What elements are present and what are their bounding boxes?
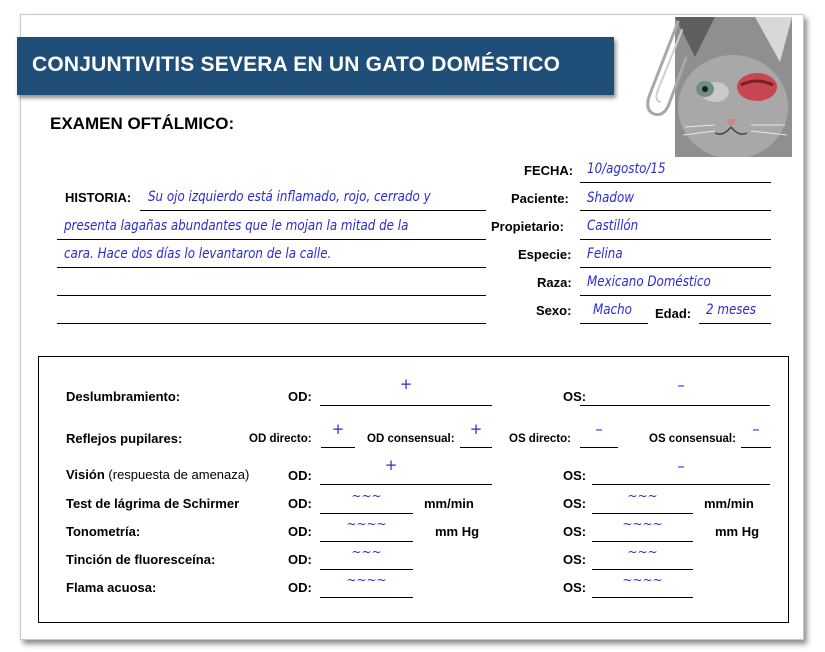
flama-od-label: OD: (288, 580, 312, 595)
reflejos-label: Reflejos pupilares: (66, 431, 183, 446)
raza-label: Raza: (537, 275, 572, 290)
schirmer-label: Test de lágrima de Schirmer (66, 496, 240, 511)
fluoresceina-od-label: OD: (288, 552, 312, 567)
flama-od-value: ~~~~ (346, 573, 387, 587)
os-consensual-underline (741, 447, 771, 448)
vision-os-label: OS: (563, 468, 587, 483)
fluoresceina-os-label: OS: (563, 552, 587, 567)
vision-label-row (66, 467, 249, 482)
cat-photo (675, 17, 792, 157)
fluoresceina-od-underline (320, 569, 413, 570)
fluoresceina-os-value: ~~~ (627, 545, 658, 559)
history-line-3: cara. Hace dos días lo levantaron de la calle. (64, 246, 332, 262)
history-label: HISTORIA: (65, 190, 132, 205)
flama-os-underline (592, 597, 693, 598)
flama-os-label: OS: (563, 580, 587, 595)
sexo-value: Macho (593, 302, 632, 318)
schirmer-od-value: ~~~ (351, 489, 382, 503)
tonometria-os-underline (592, 541, 693, 542)
schirmer-os-label: OS: (563, 496, 587, 511)
fluoresceina-od-value: ~~~ (351, 545, 382, 559)
fluoresceina-label: Tinción de fluoresceína: (66, 552, 216, 567)
deslumbramiento-label: Deslumbramiento: (66, 389, 181, 404)
os-directo-label: OS directo: (509, 433, 571, 445)
tonometria-od-label: OD: (288, 524, 312, 539)
od-consensual-underline (460, 447, 492, 448)
schirmer-os-value: ~~~ (627, 489, 658, 503)
deslumbramiento-os-underline (580, 405, 770, 406)
os-consensual-value: – (752, 420, 760, 438)
history-line-1: Su ojo izquierdo está inflamado, rojo, cerrado y (148, 189, 431, 205)
vision-od-label: OD: (288, 468, 312, 483)
history-underline-1 (140, 210, 486, 211)
raza-value: Mexicano Doméstico (587, 274, 711, 290)
fluoresceina-os-underline (592, 569, 693, 570)
deslumbramiento-od-underline (320, 405, 492, 406)
history-underline-3 (57, 267, 486, 268)
tonometria-label: Tonometría: (66, 524, 141, 539)
fecha-value: 10/agosto/15 (587, 161, 666, 177)
od-directo-label: OD directo: (249, 433, 312, 445)
paperclip-icon (638, 18, 688, 118)
schirmer-os-unit: mm/min (704, 496, 754, 511)
sexo-label: Sexo: (536, 303, 572, 318)
title-banner (17, 37, 614, 95)
especie-value: Felina (587, 246, 623, 262)
history-underline-2 (57, 239, 486, 240)
fecha-underline (580, 182, 771, 183)
propietario-underline (580, 239, 771, 240)
tonometria-od-value: ~~~~ (346, 517, 387, 531)
paciente-underline (580, 210, 771, 211)
page-title: CONJUNTIVITIS SEVERA EN UN GATO DOMÉSTICO (32, 53, 561, 76)
vision-os-underline (592, 484, 770, 485)
deslumbramiento-os-label: OS: (563, 389, 587, 404)
edad-underline (699, 323, 771, 324)
fecha-label: FECHA: (524, 163, 574, 178)
edad-label: Edad: (655, 306, 692, 321)
schirmer-os-underline (592, 513, 693, 514)
deslumbramiento-od-label: OD: (288, 389, 312, 404)
od-consensual-label: OD consensual: (367, 433, 455, 445)
deslumbramiento-od-value: + (399, 375, 413, 393)
tonometria-od-underline (320, 541, 413, 542)
especie-label: Especie: (518, 247, 572, 262)
exam-title: EXAMEN OFTÁLMICO: (50, 114, 235, 133)
od-directo-value: + (331, 420, 345, 438)
propietario-value: Castillón (587, 218, 639, 234)
schirmer-od-unit: mm/min (424, 496, 474, 511)
od-directo-underline (321, 447, 355, 448)
flama-os-value: ~~~~ (622, 573, 663, 587)
tonometria-os-value: ~~~~ (622, 517, 663, 531)
vision-os-value: – (677, 457, 685, 475)
vision-od-value: + (384, 456, 398, 474)
edad-value: 2 meses (706, 302, 756, 318)
history-line-2: presenta lagañas abundantes que le mojan la mitad de la (64, 218, 409, 234)
od-consensual-value: + (469, 420, 483, 438)
paciente-label: Paciente: (511, 191, 569, 206)
history-underline-4 (57, 295, 486, 296)
os-directo-underline (580, 447, 618, 448)
vision-label: Visión (66, 467, 105, 482)
tonometria-od-unit: mm Hg (435, 524, 480, 539)
especie-underline (580, 267, 771, 268)
os-directo-value: – (595, 420, 603, 438)
vision-od-underline (320, 484, 492, 485)
tonometria-os-unit: mm Hg (715, 524, 760, 539)
schirmer-od-underline (320, 513, 413, 514)
propietario-label: Propietario: (491, 219, 564, 234)
sexo-underline (580, 323, 648, 324)
tonometria-os-label: OS: (563, 524, 587, 539)
cat-face-icon (675, 17, 792, 157)
schirmer-od-label: OD: (288, 496, 312, 511)
flama-label: Flama acuosa: (66, 580, 157, 595)
history-underline-5 (57, 323, 486, 324)
flama-od-underline (320, 597, 413, 598)
raza-underline (580, 295, 771, 296)
vision-label-extra: (respuesta de amenaza) (108, 467, 250, 482)
paciente-value: Shadow (587, 190, 634, 206)
deslumbramiento-os-value: – (677, 376, 685, 394)
os-consensual-label: OS consensual: (649, 433, 736, 445)
